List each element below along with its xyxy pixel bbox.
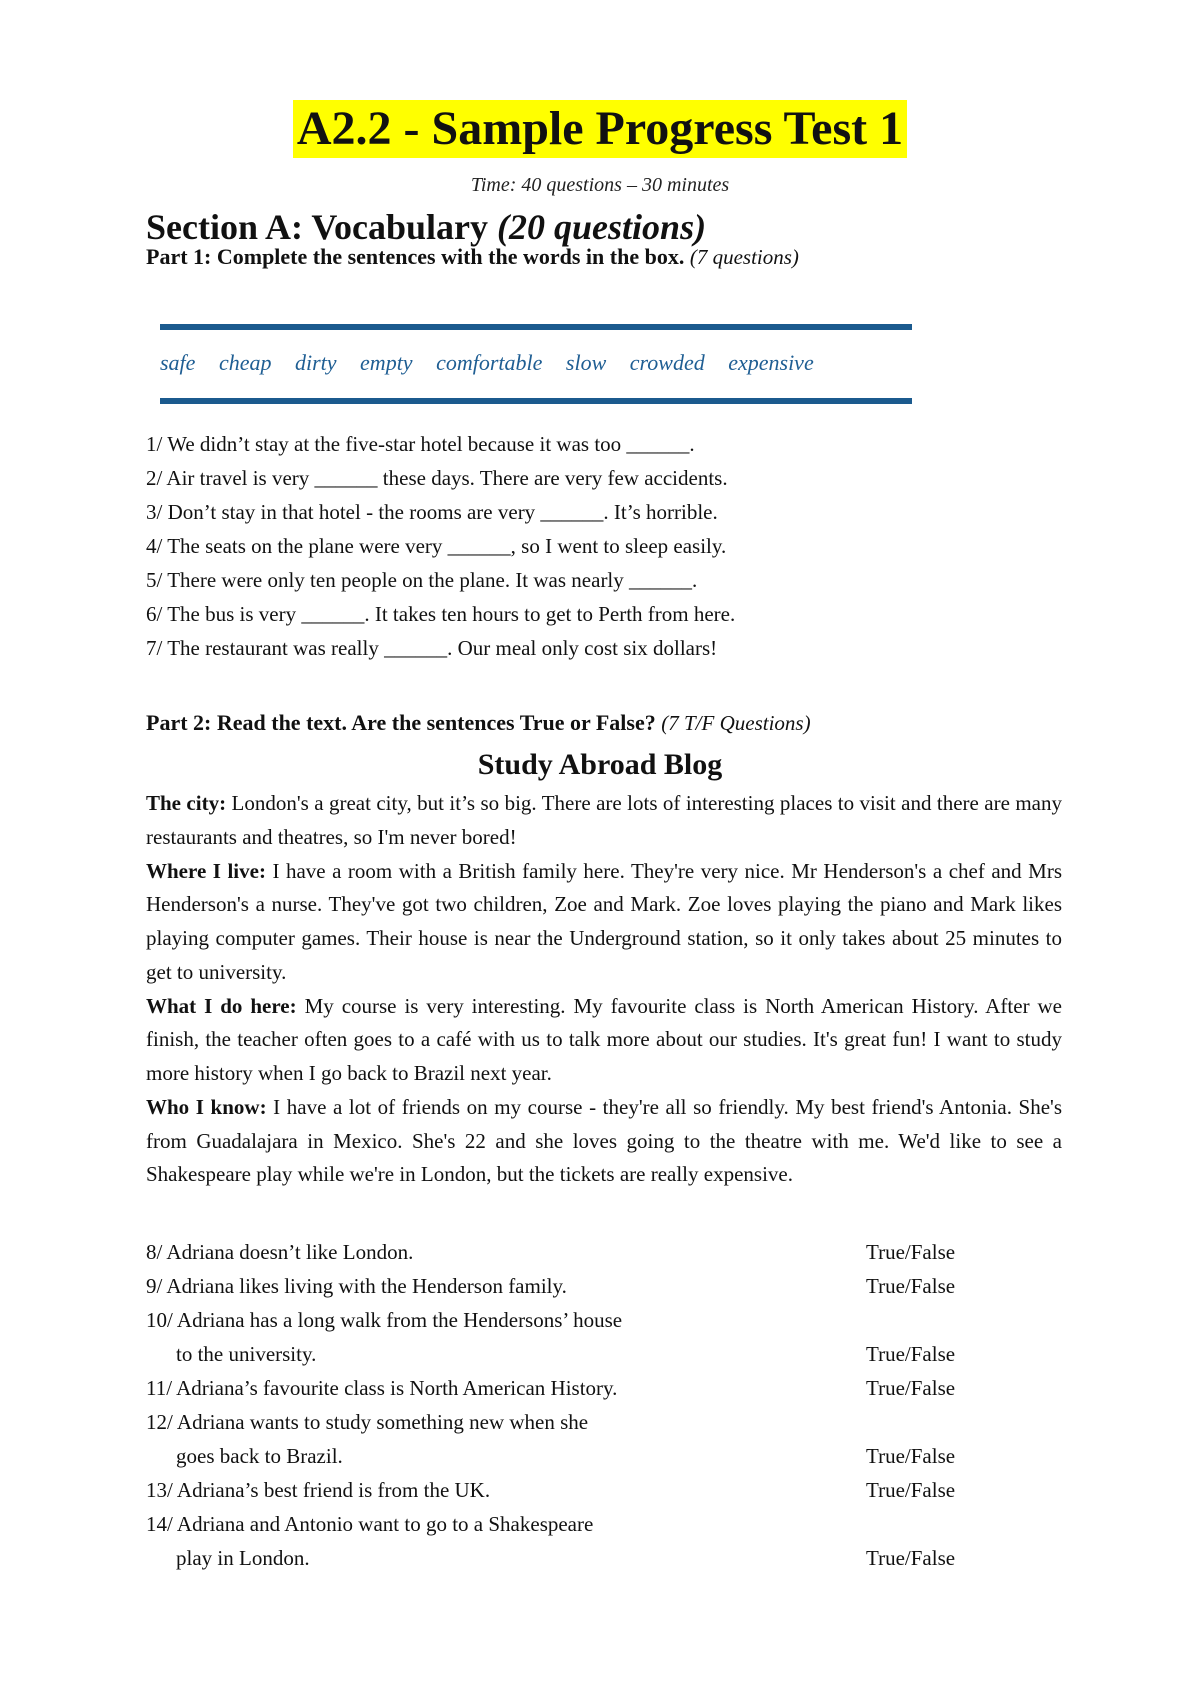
statement-12-cont: goes back to Brazil.: [176, 1444, 343, 1468]
true-false-answer: True/False: [866, 1478, 956, 1502]
statement-10-cont: to the university.: [176, 1342, 317, 1366]
blog-title: Study Abroad Blog: [477, 748, 723, 781]
statement-9: 9/ Adriana likes living with the Henderson family.: [146, 1274, 567, 1298]
time-info: Time: 40 questions – 30 minutes: [470, 174, 730, 196]
statement-12: 12/ Adriana wants to study something new when she: [146, 1410, 589, 1434]
statement-10: 10/ Adriana has a long walk from the Hendersons’ house: [146, 1308, 623, 1332]
paragraph-text: I have a room with a British family here. They're very nice. Mr Henderson's a chef and Mrs Henderson's a nurse. They've got two children, Zoe and Mark. Zoe loves playing the piano and Mark likes playing computer games. Their house is near the Underground station, so it only takes about 25 minutes to get to university.: [146, 858, 1062, 984]
true-false-answer: True/False: [866, 1376, 956, 1400]
page-title: A2.2 - Sample Progress Test 1: [293, 100, 907, 158]
blog-paragraph: [146, 855, 1062, 990]
part-2-heading: [146, 710, 811, 736]
statement-13: 13/ Adriana’s best friend is from the UK.: [146, 1478, 491, 1502]
true-false-answer: True/False: [866, 1240, 956, 1264]
part-1-label: Part 1: Complete the sentences with the words in the box.: [146, 244, 685, 269]
true-false-answer: True/False: [866, 1342, 956, 1366]
true-false-answer: True/False: [866, 1444, 956, 1468]
word-item: cheap: [218, 350, 272, 375]
question-5: 5/ There were only ten people on the plane. It was nearly ______.: [146, 568, 698, 592]
statement-8: 8/ Adriana doesn’t like London.: [146, 1240, 414, 1264]
statement-11: 11/ Adriana’s favourite class is North American History.: [146, 1376, 618, 1400]
statement-14: 14/ Adriana and Antonio want to go to a Shakespeare: [146, 1512, 594, 1536]
question-6: 6/ The bus is very ______. It takes ten hours to get to Perth from here.: [146, 602, 736, 626]
blog-text: [146, 787, 1062, 1192]
blog-paragraph: [146, 787, 1062, 855]
word-item: dirty: [294, 350, 337, 375]
word-item: comfortable: [436, 350, 543, 375]
blog-paragraph: [146, 1091, 1062, 1192]
paragraph-heading: The city:: [146, 791, 227, 815]
blog-paragraph: [146, 990, 1062, 1091]
paragraph-heading: Who I know:: [146, 1094, 267, 1119]
word-item: expensive: [728, 350, 814, 375]
part-2-note: (7 T/F Questions): [661, 711, 811, 735]
paragraph-text: My course is very interesting. My favourite class is North American History. After we finish, the teacher often goes to a café with us to talk more about our studies. It's great fun! I want to study more history when I go back to Brazil next year.: [146, 993, 1063, 1085]
statement-14-cont: play in London.: [176, 1546, 310, 1570]
word-item: slow: [565, 350, 607, 375]
word-list: [160, 350, 832, 376]
question-1: 1/ We didn’t stay at the five-star hotel because it was too ______.: [146, 432, 695, 456]
word-box: [160, 324, 912, 404]
title-wrap: [0, 100, 1200, 158]
word-item: safe: [160, 350, 196, 375]
question-4: 4/ The seats on the plane were very ______, so I went to sleep easily.: [146, 534, 727, 558]
part-1-note: (7 questions): [689, 245, 799, 269]
section-label: Section A: Vocabulary: [146, 207, 489, 247]
question-2: 2/ Air travel is very ______ these days. There are very few accidents.: [146, 466, 728, 490]
part-1-heading: [146, 244, 799, 270]
section-note: (20 questions): [497, 207, 707, 247]
part-2-label: Part 2: Read the text. Are the sentences True or False?: [146, 710, 656, 735]
word-item: empty: [360, 350, 413, 375]
true-false-answer: True/False: [866, 1274, 956, 1298]
paragraph-heading: Where I live:: [146, 858, 266, 883]
paragraph-heading: What I do here:: [146, 993, 297, 1018]
question-7: 7/ The restaurant was really ______. Our meal only cost six dollars!: [146, 636, 718, 660]
section-a-heading: [146, 206, 706, 248]
question-3: 3/ Don’t stay in that hotel - the rooms are very ______. It’s horrible.: [146, 500, 718, 524]
true-false-answer: True/False: [866, 1546, 956, 1570]
paragraph-text: I have a lot of friends on my course - they're all so friendly. My best friend's Antonia. She's from Guadalajara in Mexico. She's 22 and she loves going to the theatre with me. We'd like to see a Shakespeare play while we're in London, but the tickets are really expensive.: [146, 1094, 1062, 1187]
word-item: crowded: [629, 350, 705, 375]
paragraph-text: London's a great city, but it’s so big. There are lots of interesting places to visit and there are many restaurants and theatres, so I'm never bored!: [146, 791, 1062, 849]
